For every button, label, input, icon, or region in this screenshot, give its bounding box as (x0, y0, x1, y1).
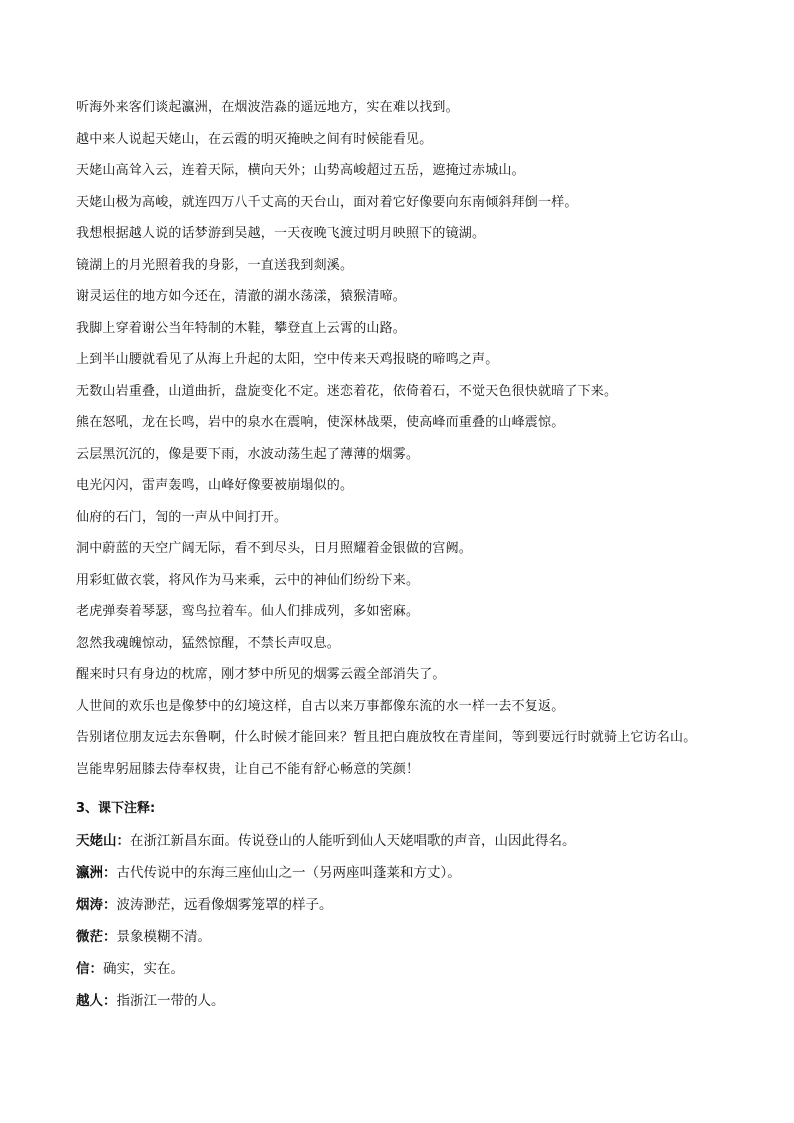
note-item (76, 832, 766, 850)
note-item (76, 992, 766, 1010)
translation-line: 熊在怒吼，龙在长鸣，岩中的泉水在震响，使深林战栗，使高峰而重叠的山峰震惊。 (76, 415, 565, 430)
note-term: 瀛洲： (76, 865, 117, 881)
note-text: 指浙江一带的人。 (116, 993, 225, 1009)
note-text: 确实，实在。 (103, 961, 184, 977)
note-text: 波涛渺茫，远看像烟雾笼罩的样子。 (116, 897, 333, 913)
translation-line: 用彩虹做衣裳，将风作为马来乘，云中的神仙们纷纷下来。 (76, 572, 420, 588)
translation-line: 天姥山极为高峻，就连四万八千丈高的天台山，面对着它好像要向东南倾斜拜倒一样。 (76, 194, 578, 210)
translation-line: 我脚上穿着谢公当年特制的木鞋，攀登直上云霄的山路。 (76, 320, 407, 336)
translation-line: 忽然我魂魄惊动，猛然惊醒，不禁长声叹息。 (76, 635, 341, 651)
translation-line: 越中来人说起天姥山，在云霞的明灭掩映之间有时候能看见。 (76, 131, 433, 147)
translation-line: 天姥山高耸入云，连着天际，横向天外；山势高峻超过五岳，遮掩过赤城山。 (76, 163, 525, 178)
translation-line: 仙府的石门，訇的一声从中间打开。 (76, 509, 288, 525)
note-item (76, 960, 766, 978)
translation-line: 人世间的欢乐也是像梦中的幻境这样，自古以来万事都像东流的水一样一去不复返。 (76, 698, 565, 714)
note-item (76, 864, 766, 882)
translation-line: 洞中蔚蓝的天空广阔无际，看不到尽头，日月照耀着金银做的宫阙。 (76, 541, 473, 556)
notes-list (76, 832, 766, 1024)
note-item (76, 928, 766, 946)
note-text: 在浙江新昌东面。传说登山的人能听到仙人天姥唱歌的声音，山因此得名。 (130, 833, 576, 849)
translation-line: 谢灵运住的地方如今还在，清澈的湖水荡漾，猿猴清啼。 (76, 289, 407, 304)
note-text: 景象模糊不清。 (116, 929, 211, 945)
translation-line: 告别诸位朋友远去东鲁啊，什么时候才能回来？暂且把白鹿放牧在青崖间，等到要远行时就骑上它访名山。 (76, 730, 697, 745)
note-term: 微茫： (76, 929, 117, 945)
translation-lines (76, 100, 766, 793)
translation-line: 岂能卑躬屈膝去侍奉权贵，让自己不能有舒心畅意的笑颜！ (76, 761, 420, 777)
translation-line: 醒来时只有身边的枕席，刚才梦中所见的烟雾云霞全部消失了。 (76, 667, 446, 682)
notes-heading: 3、课下注释: (76, 801, 156, 816)
translation-line: 听海外来客们谈起瀛洲，在烟波浩淼的遥远地方，实在难以找到。 (76, 100, 459, 115)
note-term: 天姥山： (76, 833, 130, 849)
translation-line: 电光闪闪，雷声轰鸣，山峰好像要被崩塌似的。 (76, 478, 354, 493)
translation-line: 云层黑沉沉的，像是要下雨，水波动荡生起了薄薄的烟雾。 (76, 446, 420, 462)
note-term: 越人： (76, 993, 117, 1009)
note-term: 信： (76, 961, 103, 977)
translation-line: 上到半山腰就看见了从海上升起的太阳，空中传来天鸡报晓的啼鸣之声。 (76, 352, 499, 367)
translation-line: 无数山岩重叠，山道曲折，盘旋变化不定。迷恋着花，依倚着石，不觉天色很快就暗了下来。 (76, 383, 618, 399)
note-term: 烟涛： (76, 897, 117, 913)
translation-line: 镜湖上的月光照着我的身影，一直送我到剡溪。 (76, 257, 354, 273)
translation-line: 我想根据越人说的话梦游到吴越，一天夜晚飞渡过明月映照下的镜湖。 (76, 226, 486, 241)
note-text: 古代传说中的东海三座仙山之一（另两座叫蓬莱和方丈）。 (116, 865, 461, 881)
note-item (76, 896, 766, 914)
translation-line: 老虎弹奏着琴瑟，鸾鸟拉着车。仙人们排成列，多如密麻。 (76, 604, 420, 619)
